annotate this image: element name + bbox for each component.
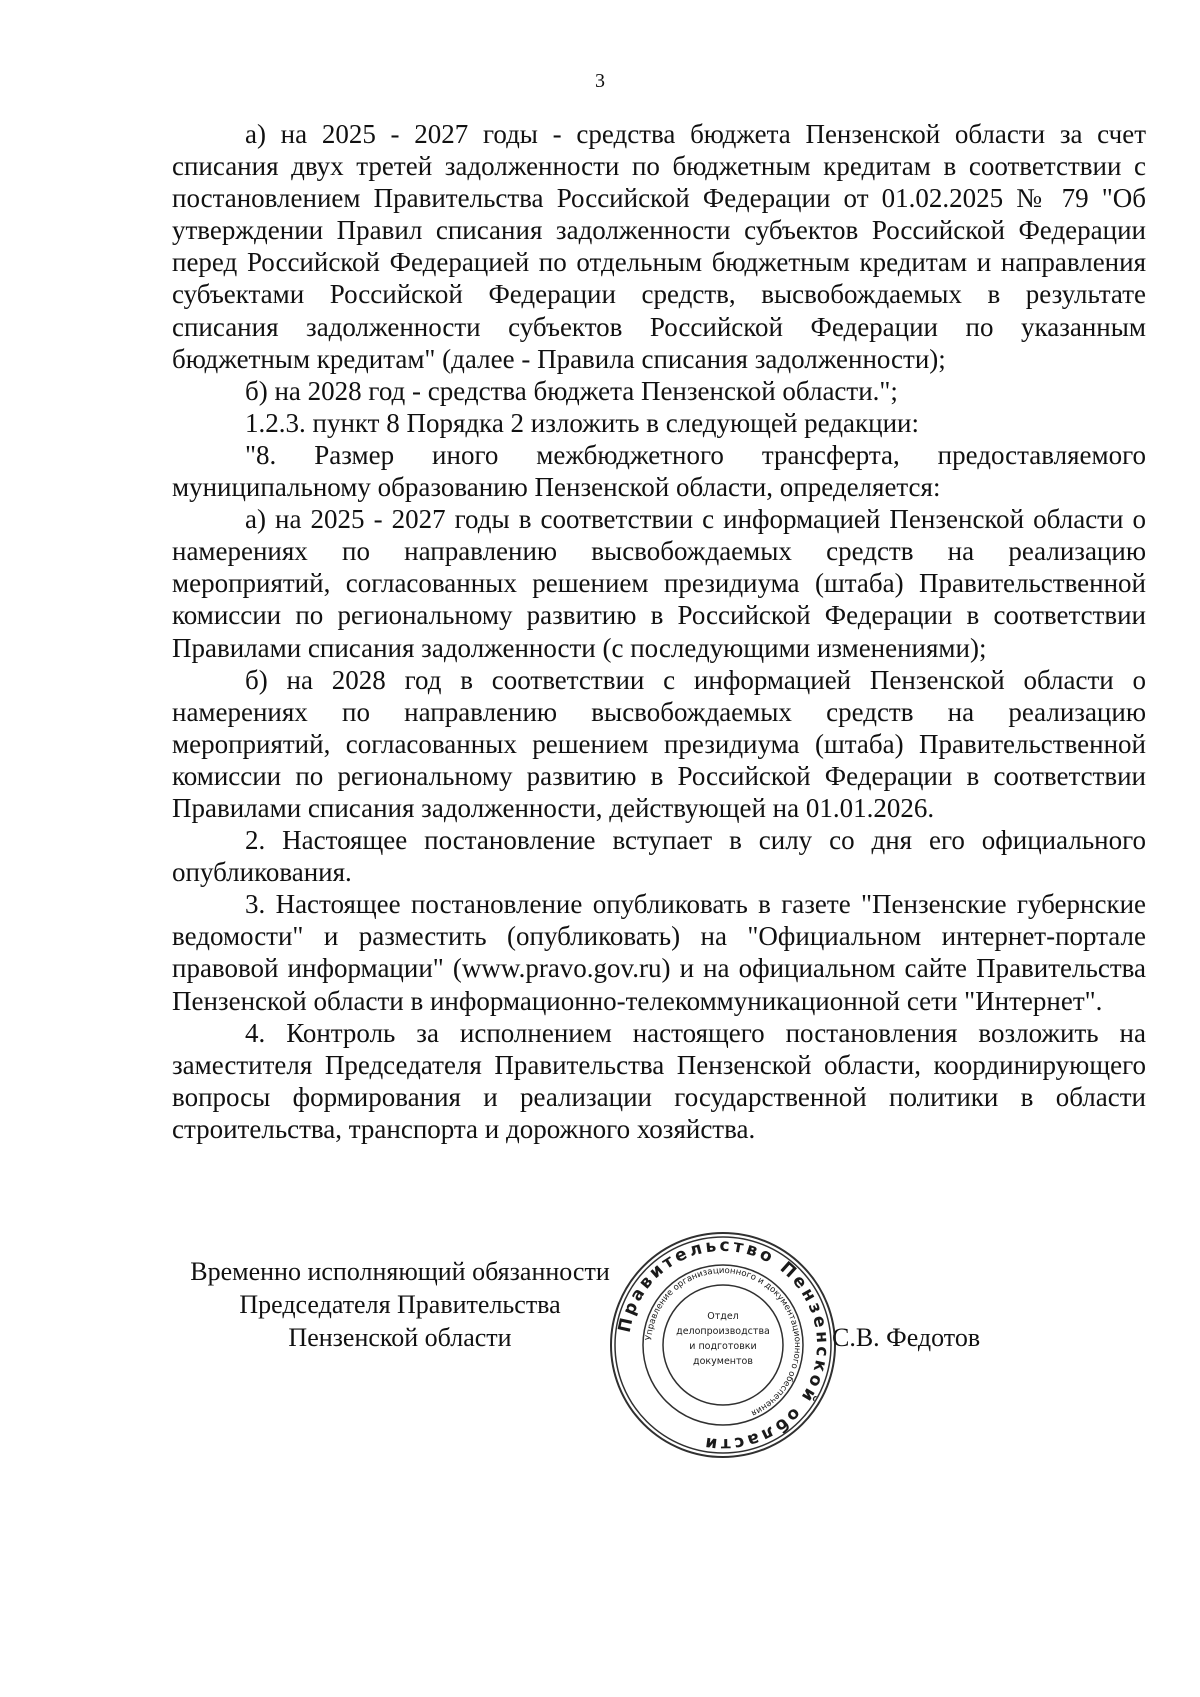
paragraph-1a: а) на 2025 - 2027 годы - средства бюджета Пензенской области за счет списания двух третей задолженности по бюджетным кредитам в соответствии с постановлением Правительства Российской Федерации от 01.02.2025 № 79 "Об утверждении Правил списания задолженности субъектов Российской Федерации перед Российской Федерацией по отдельным бюджетным кредитам и направления субъектами Российской Федерации средств, высвобождаемых в результате списания задолженности субъектов Российской Федерации по указанным бюджетным кредитам" (далее - Правила списания задолженности); — [172, 119, 1146, 374]
paragraph-2: 2. Настоящее постановление вступает в силу со дня его официального опубликования. — [172, 825, 1146, 888]
seal-inner-textpath: Управление организационного и документационного обеспечения — [644, 1265, 803, 1418]
signer-position-line-1: Временно исполняющий обязанности — [190, 1257, 610, 1286]
signer-name: С.В. Федотов — [832, 1323, 981, 1352]
signer-position-line-2: Председателя Правительства — [239, 1290, 561, 1319]
signer-position-line-3: Пензенской области — [288, 1323, 512, 1352]
seal-center-line-3: и подготовки — [689, 1341, 757, 1352]
document-body — [172, 118, 1146, 1145]
signer-position — [150, 1255, 650, 1354]
paragraph-3: 3. Настоящее постановление опубликовать в газете "Пензенские губернские ведомости" и разместить (опубликовать) на "Официальном интернет-портале правовой информации" (www.pravo.gov.ru) и на официальном сайте Правительства Пензенской области в информационно-телекоммуникационной сети "Интернет". — [172, 889, 1146, 1016]
paragraph-8b: б) на 2028 год в соответствии с информацией Пензенской области о намерениях по направлению высвобождаемых средств на реализацию мероприятий, согласованных решением президиума (штаба) Правительственной комиссии по региональному развитию в Российской Федерации в соответствии Правилами списания задолженности, действующей на 01.01.2026. — [172, 664, 1146, 823]
paragraph-1-2-3: 1.2.3. пункт 8 Порядка 2 изложить в следующей редакции: — [245, 407, 919, 438]
official-seal — [608, 1230, 838, 1460]
page-number: 3 — [595, 70, 605, 92]
paragraph-1b: б) на 2028 год - средства бюджета Пензенской области."; — [245, 375, 898, 406]
paragraph-4: 4. Контроль за исполнением настоящего постановления возложить на заместителя Председателя Правительства Пензенской области, координирующего вопросы формирования и реализации государственной политики в области строительства, транспорта и дорожного хозяйства. — [172, 1017, 1146, 1144]
seal-outer-textpath: Правительство Пензенской области — [614, 1235, 833, 1455]
seal-center-line-1: Отдел — [707, 1311, 739, 1322]
paragraph-8: "8. Размер иного межбюджетного трансферта, предоставляемого муниципальному образованию Пензенской области, определяется: — [172, 439, 1146, 503]
seal-center-line-4: документов — [693, 1356, 753, 1367]
paragraph-8a: а) на 2025 - 2027 годы в соответствии с информацией Пензенской области о намерениях по направлению высвобождаемых средств на реализацию мероприятий, согласованных решением президиума (штаба) Правительственной комиссии по региональному развитию в Российской Федерации в соответствии Правилами списания задолженности (с последующими изменениями); — [172, 504, 1146, 663]
seal-center-line-2: делопроизводства — [676, 1326, 770, 1337]
